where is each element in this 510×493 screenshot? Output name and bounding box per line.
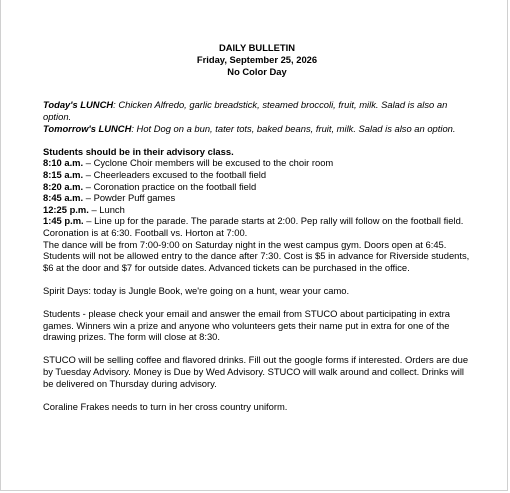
stuco-announcement: STUCO will be selling coffee and flavored drinks. Fill out the google forms if interested. Orders are due by Tuesday Advisory. Money is Due by Wed Advisory. STUCO will walk around and collect. Drinks will be delivered on Thursday during advisory.	[43, 354, 469, 389]
email-announcement: Students - please check your email and answer the email from STUCO about participating in extra games. Winners win a prize and anyone who volunteers gets their name put in extra for one of the drawing prizes. The form will close at 8:30.	[43, 308, 450, 343]
schedule-item: 8:20 a.m. – Coronation practice on the football field	[43, 180, 257, 192]
bulletin-title: DAILY BULLETIN	[218, 42, 296, 53]
schedule-item: 1:45 p.m. – Line up for the parade. The parade starts at 2:00. Pep rally will follow on the football field.	[43, 215, 464, 227]
schedule-item: 8:15 a.m. – Cheerleaders excused to the football field	[43, 168, 267, 180]
tomorrow-lunch-label: Tomorrow's LUNCH	[43, 122, 132, 134]
coronation-note: Coronation is at 6:30. Football vs. Horton at 7:00.	[43, 226, 248, 238]
schedule-section	[43, 146, 471, 274]
bulletin-theme: No Color Day	[227, 65, 287, 77]
today-lunch-label: Today's LUNCH	[43, 99, 114, 111]
schedule-item: 12:25 p.m. – Lunch	[43, 203, 125, 215]
lunch-section	[43, 99, 471, 134]
uniform-announcement: Coraline Frakes needs to turn in her cross country uniform.	[43, 400, 288, 412]
tomorrow-lunch	[43, 123, 471, 135]
schedule-item: 8:10 a.m. – Cyclone Choir members will be excused to the choir room	[43, 157, 334, 169]
bulletin-content	[43, 42, 471, 412]
tomorrow-lunch-text: : Hot Dog on a bun, tater tots, baked beans, fruit, milk. Salad is also an option.	[131, 122, 456, 134]
today-lunch	[43, 99, 471, 122]
today-lunch-text: : Chicken Alfredo, garlic breadstick, steamed broccoli, fruit, milk. Salad is also an option.	[43, 99, 448, 122]
bulletin-date: Friday, September 25, 2026	[196, 53, 318, 65]
schedule-item: 8:45 a.m. – Powder Puff games	[43, 192, 176, 204]
dance-note: The dance will be from 7:00-9:00 on Saturday night in the west campus gym. Doors open at 6:45. Students will not be allowed entry to the dance after 7:30. Cost is $5 in advance for Riverside students, $6 at the door and $7 for outside dates. Advanced tickets can be purchased in the office.	[43, 238, 470, 273]
schedule-heading: Students should be in their advisory class.	[43, 145, 234, 157]
spirit-days: Spirit Days: today is Jungle Book, we're going on a hunt, wear your camo.	[43, 284, 350, 296]
bulletin-header	[43, 42, 471, 77]
